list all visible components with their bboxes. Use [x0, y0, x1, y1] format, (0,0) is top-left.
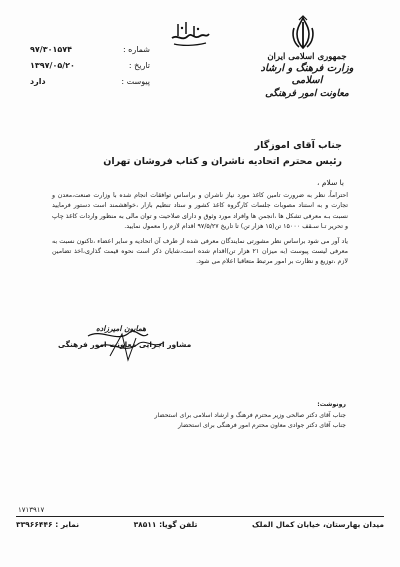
date-label: تاریخ : [128, 61, 150, 70]
republic-title: جمهوری اسلامی ایران [267, 52, 347, 62]
number-label: شماره : [122, 45, 150, 54]
basmala-calligraphy [168, 16, 212, 50]
attachment-row [30, 74, 150, 90]
copy-recipient-2: جناب آقای دکتر جوادی معاون محترم امور فرهنگی برای استحضار [178, 422, 346, 429]
signatory-name: همایون امیرزاده [96, 324, 147, 333]
footer [16, 520, 384, 529]
copy-recipient-1: جناب آقای دکتر صالحی وزیر محترم فرهنگ و ارشاد اسلامی برای استحضار [154, 412, 346, 419]
number-value: ۹۷/۳۰۱۵۷۴ [30, 45, 72, 54]
addressee-title: رئیس محترم اتحادیه ناشران و کتاب فروشان تهران [103, 156, 342, 167]
copies-label: رونوشت: [317, 401, 346, 408]
footer-phone: تلفن گویا: ۳۸۵۱۱ [133, 520, 198, 529]
date-value: ۱۳۹۷/۰۵/۲۰ [30, 61, 75, 70]
addressee-block [42, 138, 342, 170]
date-row [30, 58, 150, 74]
iran-emblem-icon [288, 14, 318, 54]
organization-header [252, 52, 362, 100]
footer-fax: نمابر : ۳۳۹۶۶۴۴۶ [16, 520, 80, 529]
ministry-title: وزارت فرهنگ و ارشاد اسلامی [260, 62, 354, 87]
number-row [30, 42, 150, 58]
handwritten-signature [58, 326, 188, 376]
greeting: با سلام ، [317, 178, 344, 187]
letter-body [52, 191, 348, 268]
signatory-title: مشاور اجرایی معاونت امور فرهنگی [58, 340, 192, 349]
attachment-label: پیوست : [121, 77, 150, 86]
letter-metadata [30, 42, 150, 90]
body-paragraph-2: یاد آور می شود براساس نظر مشورتی نمایندگان معرفی شده از طرف آن اتحادیه و سایر اعضاء ،تاکنون نسبت به معرفی لیست پیوست (به میزان ۲۱ هزار تن)اقدام شده است،شایان ذکر است نحوه قیمت گذاری،اخذ تضامین لازم ،توزیع و نظارت بر امور مرتبط متعاقبا اعلام می شود. [52, 237, 348, 266]
footer-divider [16, 516, 384, 517]
body-paragraph-1: احتراماً، نظر به ضرورت تامین کاغذ مورد نیاز ناشران و براساس توافقات انجام شده با وزارت صنعت،معدن و تجارت و به استناد مصوبات جلسات کارگروه کاغذ کشور و ستاد تنظیم بازار ،خواهشمند است دستور فرمایید نسبت بـه معرفی تشکل ها ،انجمن ها وافراد مورد وثوق و دارای صلاحیت و توان مالی به منظور واردات کاغذ چاپ و تحریر تـا سـقف ۱۵۰۰۰ تن(۱۵ هزار تن) تا تاریخ ۹۷/۵/۲۷ اقدام لازم را معمول نمایید. [52, 192, 348, 231]
attachment-value: دارد [30, 77, 46, 86]
copies-block [56, 400, 346, 431]
addressee-name: جناب آقای اموزگار [254, 140, 342, 151]
reference-number: ۱۷۱۳۹۱۷ [18, 506, 45, 514]
deputy-title: معاونت امور فرهنگی [265, 87, 349, 99]
footer-address: میدان بهارستان، خیابان کمال الملک [251, 520, 384, 529]
